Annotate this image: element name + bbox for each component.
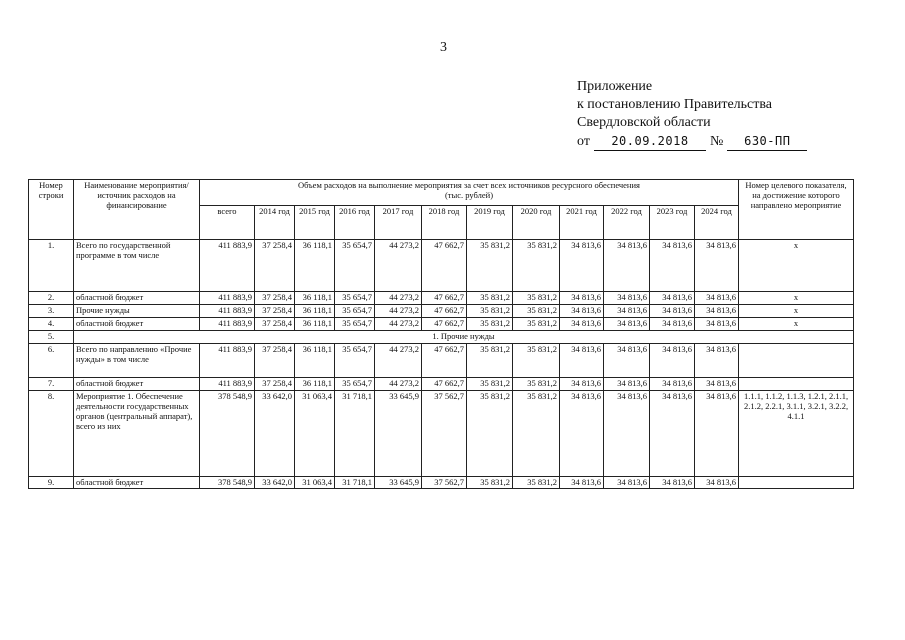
value-cell: 35 831,2 xyxy=(467,292,513,305)
value-cell: 35 654,7 xyxy=(335,240,375,292)
value-cell: 35 831,2 xyxy=(467,305,513,318)
value-cell: 37 258,4 xyxy=(255,292,295,305)
row-number: 8. xyxy=(29,391,74,477)
value-cell: 34 813,6 xyxy=(604,477,650,489)
row-number: 2. xyxy=(29,292,74,305)
value-cell: 35 831,2 xyxy=(467,344,513,378)
table-row xyxy=(29,292,854,305)
row-number: 3. xyxy=(29,305,74,318)
value-cell: 35 831,2 xyxy=(513,477,560,489)
value-cell: 37 258,4 xyxy=(255,344,295,378)
value-cell: 35 831,2 xyxy=(467,240,513,292)
value-cell: 34 813,6 xyxy=(604,391,650,477)
value-cell: 411 883,9 xyxy=(200,344,255,378)
indicator-cell: x xyxy=(739,305,854,318)
header-volume-unit: (тыс. рублей) xyxy=(444,190,494,200)
value-cell: 34 813,6 xyxy=(650,305,695,318)
value-cell: 35 831,2 xyxy=(467,477,513,489)
value-cell: 34 813,6 xyxy=(650,292,695,305)
row-name: областной бюджет xyxy=(74,292,200,305)
value-cell: 34 813,6 xyxy=(604,305,650,318)
value-cell: 34 813,6 xyxy=(695,378,739,391)
row-number: 1. xyxy=(29,240,74,292)
appendix-line-3: Свердловской области xyxy=(577,115,711,130)
value-cell: 34 813,6 xyxy=(695,391,739,477)
header-year: 2018 год xyxy=(422,206,467,240)
value-cell: 411 883,9 xyxy=(200,318,255,331)
value-cell: 44 273,2 xyxy=(375,292,422,305)
row-number: 9. xyxy=(29,477,74,489)
table-row xyxy=(29,305,854,318)
value-cell: 35 831,2 xyxy=(513,240,560,292)
value-cell: 34 813,6 xyxy=(560,378,604,391)
value-cell: 31 063,4 xyxy=(295,391,335,477)
indicator-cell xyxy=(739,344,854,378)
header-volume: Объем расходов на выполнение мероприятия за счет всех источников ресурсного обеспечения (тыс. рублей) xyxy=(200,180,739,206)
value-cell: 35 831,2 xyxy=(513,318,560,331)
table-row xyxy=(29,378,854,391)
value-cell: 47 662,7 xyxy=(422,305,467,318)
row-name: областной бюджет xyxy=(74,378,200,391)
value-cell: 35 654,7 xyxy=(335,378,375,391)
header-year: 2024 год xyxy=(695,206,739,240)
value-cell: 33 645,9 xyxy=(375,391,422,477)
row-name: областной бюджет xyxy=(74,477,200,489)
header-year: 2021 год xyxy=(560,206,604,240)
header-year: 2017 год xyxy=(375,206,422,240)
row-number: 5. xyxy=(29,331,74,344)
value-cell: 34 813,6 xyxy=(695,292,739,305)
value-cell: 37 258,4 xyxy=(255,318,295,331)
row-name: Всего по направлению «Прочие нужды» в том числе xyxy=(74,344,200,378)
value-cell: 34 813,6 xyxy=(650,318,695,331)
table-row xyxy=(29,391,854,477)
expenses-table xyxy=(28,179,854,489)
indicator-cell: x xyxy=(739,318,854,331)
appendix-line-2: к постановлению Правительства xyxy=(577,97,773,112)
value-cell: 47 662,7 xyxy=(422,240,467,292)
value-cell: 34 813,6 xyxy=(560,240,604,292)
value-cell: 31 718,1 xyxy=(335,477,375,489)
row-number: 7. xyxy=(29,378,74,391)
table-row xyxy=(29,240,854,292)
value-cell: 34 813,6 xyxy=(650,378,695,391)
row-number: 6. xyxy=(29,344,74,378)
value-cell: 44 273,2 xyxy=(375,240,422,292)
value-cell: 378 548,9 xyxy=(200,477,255,489)
value-cell: 37 562,7 xyxy=(422,477,467,489)
value-cell: 34 813,6 xyxy=(604,292,650,305)
table-row xyxy=(29,344,854,378)
value-cell: 34 813,6 xyxy=(695,318,739,331)
appendix-title: Приложение xyxy=(577,79,653,94)
value-cell: 35 831,2 xyxy=(513,305,560,318)
indicator-cell xyxy=(739,378,854,391)
table-row xyxy=(29,331,854,344)
value-cell: 34 813,6 xyxy=(695,477,739,489)
value-cell: 36 118,1 xyxy=(295,344,335,378)
value-cell: 36 118,1 xyxy=(295,318,335,331)
value-cell: 37 258,4 xyxy=(255,240,295,292)
value-cell: 411 883,9 xyxy=(200,305,255,318)
value-cell: 37 562,7 xyxy=(422,391,467,477)
section-title: 1. Прочие нужды xyxy=(74,331,854,344)
header-indicator: Номер целевого показателя, на достижение которого направлено мероприятие xyxy=(739,180,854,240)
value-cell: 34 813,6 xyxy=(560,305,604,318)
header-year: 2019 год xyxy=(467,206,513,240)
header-year: 2023 год xyxy=(650,206,695,240)
value-cell: 34 813,6 xyxy=(650,391,695,477)
value-cell: 31 063,4 xyxy=(295,477,335,489)
value-cell: 34 813,6 xyxy=(604,344,650,378)
indicator-cell: 1.1.1, 1.1.2, 1.1.3, 1.2.1, 2.1.1, 2.1.2, 2.2.1, 3.1.1, 3.2.1, 3.2.2, 4.1.1 xyxy=(739,391,854,477)
number-prefix: № xyxy=(709,134,724,149)
value-cell: 37 258,4 xyxy=(255,378,295,391)
value-cell: 36 118,1 xyxy=(295,378,335,391)
value-cell: 34 813,6 xyxy=(560,292,604,305)
value-cell: 44 273,2 xyxy=(375,378,422,391)
value-cell: 378 548,9 xyxy=(200,391,255,477)
decree-date: 20.09.2018 xyxy=(594,132,706,151)
decree-number: 630-ПП xyxy=(727,132,807,151)
date-prefix: от xyxy=(577,134,590,149)
value-cell: 35 831,2 xyxy=(513,292,560,305)
table-row xyxy=(29,477,854,489)
header-total: всего xyxy=(200,206,255,240)
value-cell: 36 118,1 xyxy=(295,292,335,305)
value-cell: 35 654,7 xyxy=(335,318,375,331)
value-cell: 34 813,6 xyxy=(560,344,604,378)
value-cell: 34 813,6 xyxy=(695,344,739,378)
value-cell: 34 813,6 xyxy=(560,391,604,477)
value-cell: 34 813,6 xyxy=(560,318,604,331)
value-cell: 35 654,7 xyxy=(335,344,375,378)
value-cell: 34 813,6 xyxy=(695,240,739,292)
value-cell: 47 662,7 xyxy=(422,344,467,378)
header-year: 2014 год xyxy=(255,206,295,240)
appendix-date-line xyxy=(577,132,807,151)
row-name: Мероприятие 1. Обеспечение деятельности государственных органов (центральный аппарат), всего из них xyxy=(74,391,200,477)
value-cell: 34 813,6 xyxy=(650,477,695,489)
value-cell: 34 813,6 xyxy=(650,240,695,292)
value-cell: 33 645,9 xyxy=(375,477,422,489)
value-cell: 34 813,6 xyxy=(560,477,604,489)
value-cell: 37 258,4 xyxy=(255,305,295,318)
indicator-cell xyxy=(739,477,854,489)
value-cell: 33 642,0 xyxy=(255,477,295,489)
header-row-number: Номер строки xyxy=(29,180,74,240)
row-number: 4. xyxy=(29,318,74,331)
value-cell: 35 654,7 xyxy=(335,305,375,318)
value-cell: 47 662,7 xyxy=(422,318,467,331)
value-cell: 411 883,9 xyxy=(200,240,255,292)
value-cell: 34 813,6 xyxy=(604,378,650,391)
value-cell: 44 273,2 xyxy=(375,318,422,331)
header-year: 2022 год xyxy=(604,206,650,240)
value-cell: 47 662,7 xyxy=(422,378,467,391)
header-year: 2016 год xyxy=(335,206,375,240)
header-year: 2020 год xyxy=(513,206,560,240)
header-name: Наименование мероприятия/ источник расходов на финансирование xyxy=(74,180,200,240)
value-cell: 44 273,2 xyxy=(375,344,422,378)
value-cell: 35 654,7 xyxy=(335,292,375,305)
appendix-block xyxy=(577,78,807,151)
value-cell: 35 831,2 xyxy=(467,378,513,391)
value-cell: 44 273,2 xyxy=(375,305,422,318)
value-cell: 36 118,1 xyxy=(295,240,335,292)
value-cell: 411 883,9 xyxy=(200,292,255,305)
value-cell: 35 831,2 xyxy=(513,391,560,477)
value-cell: 36 118,1 xyxy=(295,305,335,318)
value-cell: 35 831,2 xyxy=(467,391,513,477)
value-cell: 411 883,9 xyxy=(200,378,255,391)
page-number: 3 xyxy=(440,40,447,55)
row-name: областной бюджет xyxy=(74,318,200,331)
value-cell: 34 813,6 xyxy=(695,305,739,318)
row-name: Прочие нужды xyxy=(74,305,200,318)
value-cell: 47 662,7 xyxy=(422,292,467,305)
indicator-cell: x xyxy=(739,240,854,292)
value-cell: 31 718,1 xyxy=(335,391,375,477)
header-year: 2015 год xyxy=(295,206,335,240)
value-cell: 35 831,2 xyxy=(467,318,513,331)
indicator-cell: x xyxy=(739,292,854,305)
value-cell: 34 813,6 xyxy=(650,344,695,378)
value-cell: 35 831,2 xyxy=(513,344,560,378)
value-cell: 34 813,6 xyxy=(604,318,650,331)
row-name: Всего по государственной программе в том числе xyxy=(74,240,200,292)
value-cell: 34 813,6 xyxy=(604,240,650,292)
value-cell: 33 642,0 xyxy=(255,391,295,477)
value-cell: 35 831,2 xyxy=(513,378,560,391)
table-row xyxy=(29,318,854,331)
